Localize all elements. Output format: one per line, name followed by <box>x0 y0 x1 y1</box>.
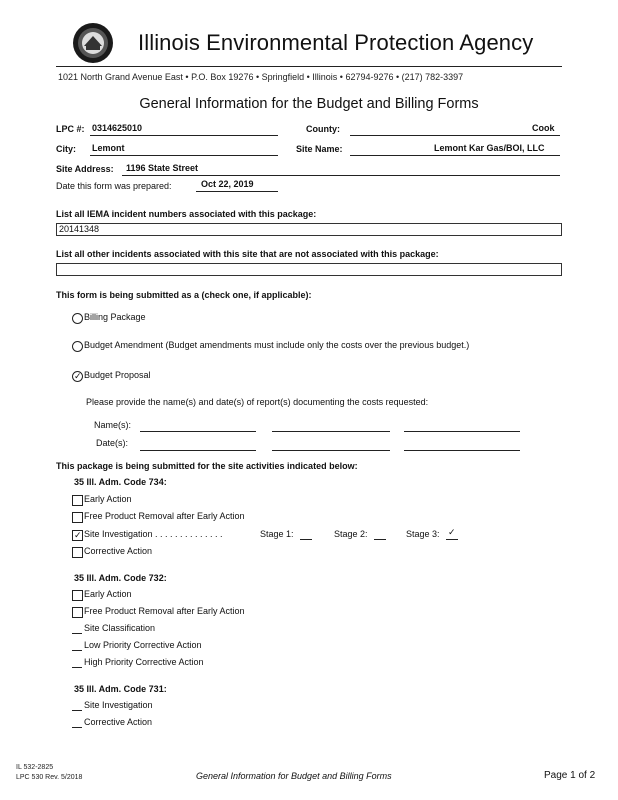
dates-label: Date(s): <box>96 438 129 448</box>
city-value[interactable]: Lemont <box>92 143 125 153</box>
billing-package-radio[interactable] <box>72 313 83 324</box>
site-name-label: Site Name: <box>296 144 343 154</box>
date-underline <box>196 191 278 192</box>
budget-amendment-label: Budget Amendment (Budget amendments must include only the costs over the previous budget.) <box>84 340 470 350</box>
state-seal-icon <box>72 22 114 64</box>
city-underline <box>90 155 278 156</box>
other-incidents-label: List all other incidents associated with this site that are not associated with this package: <box>56 249 439 259</box>
header-rule <box>56 66 562 67</box>
corrective-action-731-checkbox[interactable] <box>72 727 82 728</box>
county-value[interactable]: Cook <box>532 123 555 133</box>
city-label: City: <box>56 144 76 154</box>
free-product-732-checkbox[interactable] <box>72 607 83 618</box>
iema-value: 20141348 <box>59 224 100 234</box>
name-field-1[interactable] <box>140 431 256 432</box>
lpc-underline <box>90 135 278 136</box>
low-priority-732-label: Low Priority Corrective Action <box>84 640 202 650</box>
site-investigation-731-label: Site Investigation <box>84 700 153 710</box>
high-priority-732-label: High Priority Corrective Action <box>84 657 204 667</box>
site-address-value[interactable]: 1196 State Street <box>126 163 199 173</box>
budget-amendment-radio[interactable] <box>72 341 83 352</box>
date-field-1[interactable] <box>140 450 256 451</box>
site-classification-732-checkbox[interactable] <box>72 633 82 634</box>
free-product-732-label: Free Product Removal after Early Action <box>84 606 245 616</box>
stage-2-field[interactable] <box>374 539 386 540</box>
date-label: Date this form was prepared: <box>56 181 172 191</box>
low-priority-732-checkbox[interactable] <box>72 650 82 651</box>
stage-3-check-icon: ✓ <box>448 527 456 537</box>
free-product-734-checkbox[interactable] <box>72 512 83 523</box>
code-731-heading: 35 Ill. Adm. Code 731: <box>74 684 167 694</box>
stage-3-label: Stage 3: <box>406 529 440 539</box>
stage-1-label: Stage 1: <box>260 529 294 539</box>
early-action-734-checkbox[interactable] <box>72 495 83 506</box>
site-investigation-731-checkbox[interactable] <box>72 710 82 711</box>
site-name-value[interactable]: Lemont Kar Gas/BOI, LLC <box>434 143 545 153</box>
names-label: Name(s): <box>94 420 132 430</box>
agency-name: Illinois Environmental Protection Agency <box>138 30 534 55</box>
site-investigation-734-checkbox[interactable] <box>72 530 83 541</box>
date-value[interactable]: Oct 22, 2019 <box>201 179 254 189</box>
high-priority-732-checkbox[interactable] <box>72 667 82 668</box>
budget-proposal-label: Budget Proposal <box>84 370 151 380</box>
site-investigation-734-label: Site Investigation . . . . . . . . . . . . . . <box>84 529 223 539</box>
page-number: Page 1 of 2 <box>544 770 596 781</box>
county-label: County: <box>306 124 340 134</box>
other-incidents-input[interactable] <box>56 263 562 276</box>
site-name-underline <box>350 155 560 156</box>
code-732-heading: 35 Ill. Adm. Code 732: <box>74 573 167 583</box>
form-title: General Information for the Budget and Billing Forms <box>139 96 479 112</box>
early-action-734-label: Early Action <box>84 494 132 504</box>
date-field-3[interactable] <box>404 450 520 451</box>
free-product-734-label: Free Product Removal after Early Action <box>84 511 245 521</box>
form-id-2: LPC 530 Rev. 5/2018 <box>16 774 83 781</box>
stage-1-field[interactable] <box>300 539 312 540</box>
stage-2-label: Stage 2: <box>334 529 368 539</box>
iema-input[interactable] <box>56 223 562 236</box>
budget-proposal-radio[interactable] <box>72 371 83 382</box>
check-mark-icon: ✓ <box>74 530 82 540</box>
early-action-732-checkbox[interactable] <box>72 590 83 601</box>
corrective-action-734-checkbox[interactable] <box>72 547 83 558</box>
form-id-1: IL 532-2825 <box>16 764 54 771</box>
footer-center-text: General Information for Budget and Billing Forms <box>196 771 392 781</box>
check-mark-icon: ✓ <box>74 371 82 381</box>
name-field-3[interactable] <box>404 431 520 432</box>
date-field-2[interactable] <box>272 450 390 451</box>
lpc-value[interactable]: 0314625010 <box>92 123 143 133</box>
site-classification-732-label: Site Classification <box>84 623 156 633</box>
code-734-heading: 35 Ill. Adm. Code 734: <box>74 477 167 487</box>
billing-package-label: Billing Package <box>84 312 146 322</box>
iema-label: List all IEMA incident numbers associated with this package: <box>56 209 317 219</box>
site-address-label: Site Address: <box>56 164 114 174</box>
name-field-2[interactable] <box>272 431 390 432</box>
stage-3-field[interactable] <box>446 539 458 540</box>
corrective-action-731-label: Corrective Action <box>84 717 153 727</box>
agency-address: 1021 North Grand Avenue East • P.O. Box 19276 • Springfield • Illinois • 62794-9276 • (217) 782-3397 <box>58 72 464 82</box>
site-address-underline <box>122 175 560 176</box>
early-action-732-label: Early Action <box>84 589 132 599</box>
county-underline <box>350 135 560 136</box>
lpc-label: LPC #: <box>56 124 85 134</box>
submission-label: This form is being submitted as a (check one, if applicable): <box>56 290 312 300</box>
activities-label: This package is being submitted for the site activities indicated below: <box>56 461 358 471</box>
corrective-action-734-label: Corrective Action <box>84 546 153 556</box>
reports-prompt: Please provide the name(s) and date(s) of report(s) documenting the costs requested: <box>86 397 429 407</box>
